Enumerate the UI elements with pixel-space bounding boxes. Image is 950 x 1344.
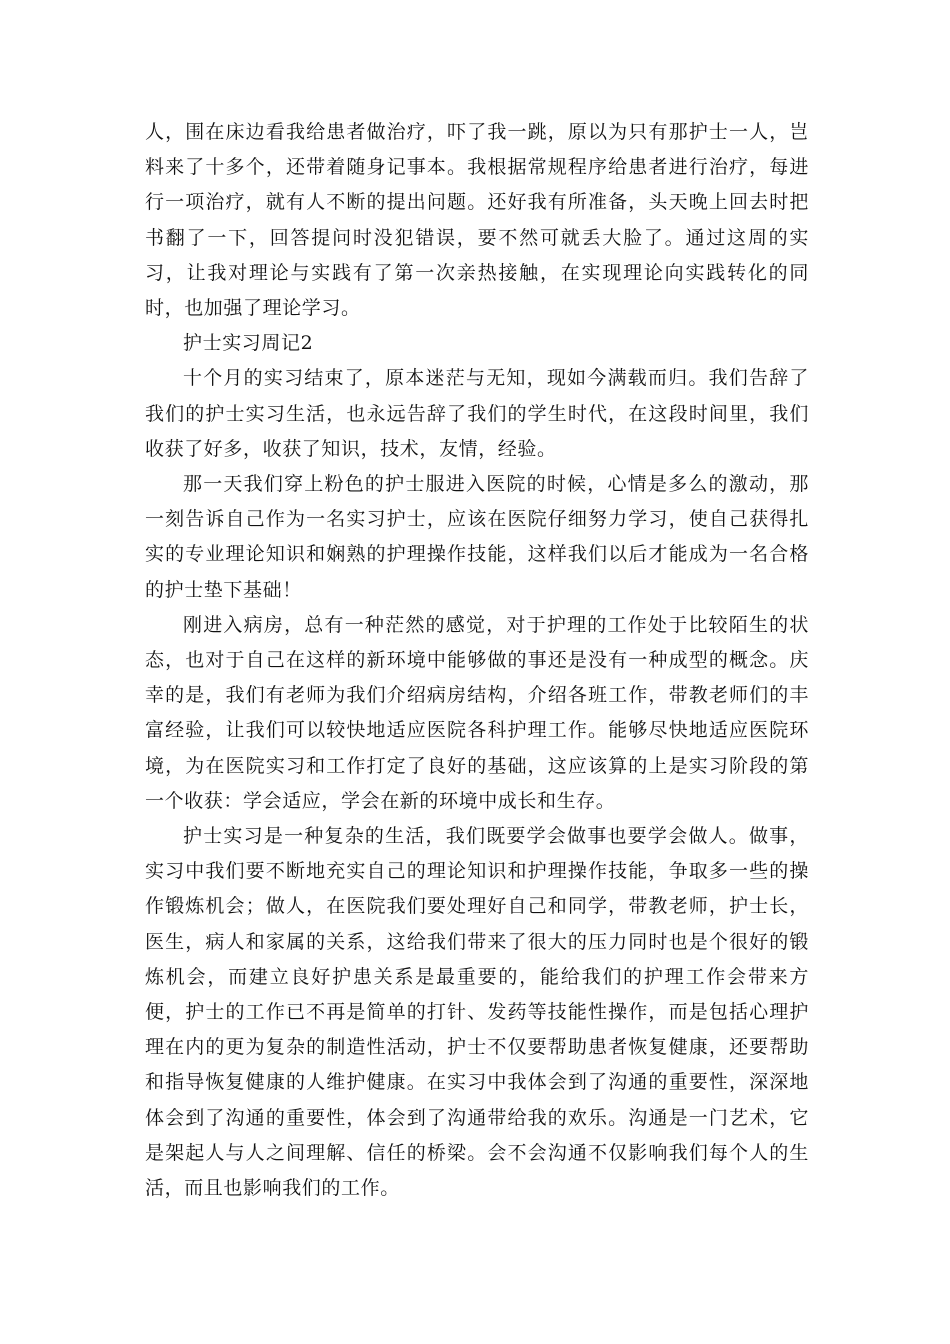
paragraph: 那一天我们穿上粉色的护士服进入医院的时候，心情是多么的激动，那一刻告诉自己作为一名实习护士，应该在医院仔细努力学习，使自己获得扎实的专业理论知识和娴熟的护理操作技能，这样我们以后才能成为一名合格的护士垫下基础！: [145, 473, 809, 601]
document-body: [145, 115, 809, 1206]
section-heading: 护士实习周记2: [183, 332, 314, 355]
paragraph: 十个月的实习结束了，原本迷茫与无知，现如今满载而归。我们告辞了我们的护士实习生活，也永远告辞了我们的学生时代，在这段时间里，我们收获了好多，收获了知识，技术，友情，经验。: [145, 367, 809, 460]
paragraph: 刚进入病房，总有一种茫然的感觉，对于护理的工作处于比较陌生的状态，也对于自己在这样的新环境中能够做的事还是没有一种成型的概念。庆幸的是，我们有老师为我们介绍病房结构，介绍各班工作，带教老师们的丰富经验，让我们可以较快地适应医院各科护理工作。能够尽快地适应医院环境，为在医院实习和工作打定了良好的基础，这应该算的上是实习阶段的第一个收获：学会适应，学会在新的环境中成长和生存。: [145, 613, 809, 812]
paragraph-continuation: 人，围在床边看我给患者做治疗，吓了我一跳，原以为只有那护士一人，岂料来了十多个，还带着随身记事本。我根据常规程序给患者进行治疗，每进行一项治疗，就有人不断的提出问题。还好我有所准备，头天晚上回去时把书翻了一下，回答提问时没犯错误，要不然可就丢大脸了。通过这周的实习，让我对理论与实践有了第一次亲热接触，在实现理论向实践转化的同时，也加强了理论学习。: [145, 121, 809, 320]
paragraph: 护士实习是一种复杂的生活，我们既要学会做事也要学会做人。做事，实习中我们要不断地充实自己的理论知识和护理操作技能，争取多一些的操作锻炼机会；做人，在医院我们要处理好自己和同学，带教老师，护士长，医生，病人和家属的关系，这给我们带来了很大的压力同时也是个很好的锻炼机会，而建立良好护患关系是最重要的，能给我们的护理工作会带来方便，护士的工作已不再是简单的打针、发药等技能性操作，而是包括心理护理在内的更为复杂的制造性活动，护士不仅要帮助患者恢复健康，还要帮助和指导恢复健康的人维护健康。在实习中我体会到了沟通的重要性，深深地体会到了沟通的重要性，体会到了沟通带给我的欢乐。沟通是一门艺术，它是架起人与人之间理解、信任的桥梁。会不会沟通不仅影响我们每个人的生活，而且也影响我们的工作。: [145, 825, 809, 1200]
